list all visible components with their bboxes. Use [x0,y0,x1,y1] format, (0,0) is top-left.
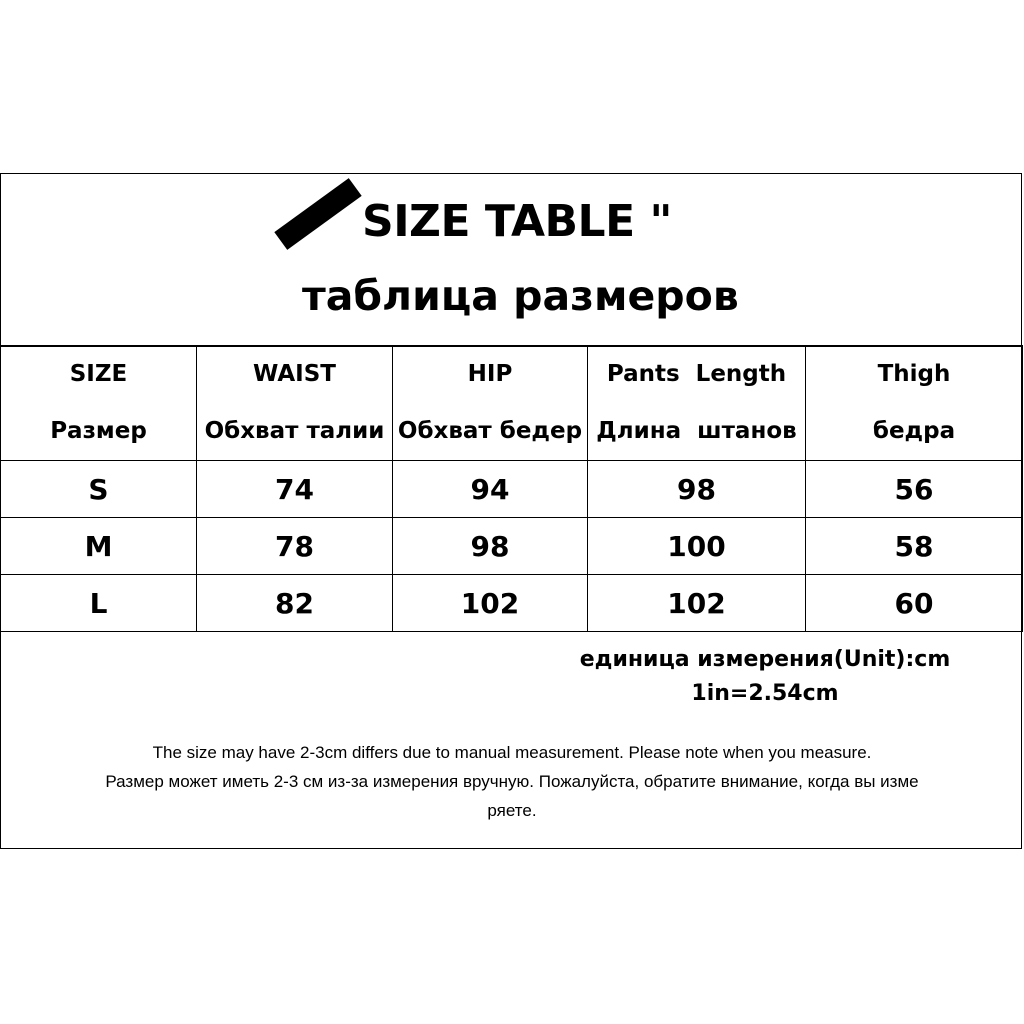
unit-line: единица измерения(Unit):cm [579,647,951,672]
header-waist [197,346,393,461]
cell-pants-length: 98 [588,461,806,518]
cell-thigh: 56 [806,461,1023,518]
size-table [0,345,1023,632]
cell-hip: 102 [393,575,588,632]
header-hip-ru: Обхват бедер [397,418,583,444]
conversion-line: 1in=2.54cm [691,681,839,706]
header-thigh [806,346,1023,461]
header-pants-length-en: Pants Length [606,361,787,387]
header-thigh-ru: бедра [872,418,956,444]
header-hip-en: HIP [467,361,513,387]
title-russian: таблица размеров [302,272,739,320]
cell-hip: 94 [393,461,588,518]
header-thigh-en: Thigh [877,361,951,387]
header-pants-length-ru: Длина штанов [596,418,797,444]
measurement-note [4,738,1020,825]
header-size-ru: Размер [50,418,147,444]
cell-waist: 74 [197,461,393,518]
note-russian-line2: ряете. [487,801,537,820]
table-row [1,518,1023,575]
header-hip [393,346,588,461]
cell-hip: 98 [393,518,588,575]
cell-waist: 78 [197,518,393,575]
header-waist-ru: Обхват талии [204,418,385,444]
cell-thigh: 60 [806,575,1023,632]
header-size-en: SIZE [69,361,128,387]
table-row [1,575,1023,632]
header-pants-length [588,346,806,461]
cell-pants-length: 102 [588,575,806,632]
table-header-row [1,346,1023,461]
cell-thigh: 58 [806,518,1023,575]
note-english: The size may have 2-3cm differs due to manual measurement. Please note when you measure. [152,743,872,762]
unit-info [530,643,1000,711]
note-russian-line1: Размер может иметь 2-3 см из-за измерения вручную. Пожалуйста, обратите внимание, когда вы изме [105,772,919,791]
cell-size: M [1,518,197,575]
header-waist-en: WAIST [253,361,336,387]
cell-waist: 82 [197,575,393,632]
header-size [1,346,197,461]
cell-size: S [1,461,197,518]
cell-size: L [1,575,197,632]
title-english: SIZE TABLE " [362,196,672,247]
cell-pants-length: 100 [588,518,806,575]
table-row [1,461,1023,518]
